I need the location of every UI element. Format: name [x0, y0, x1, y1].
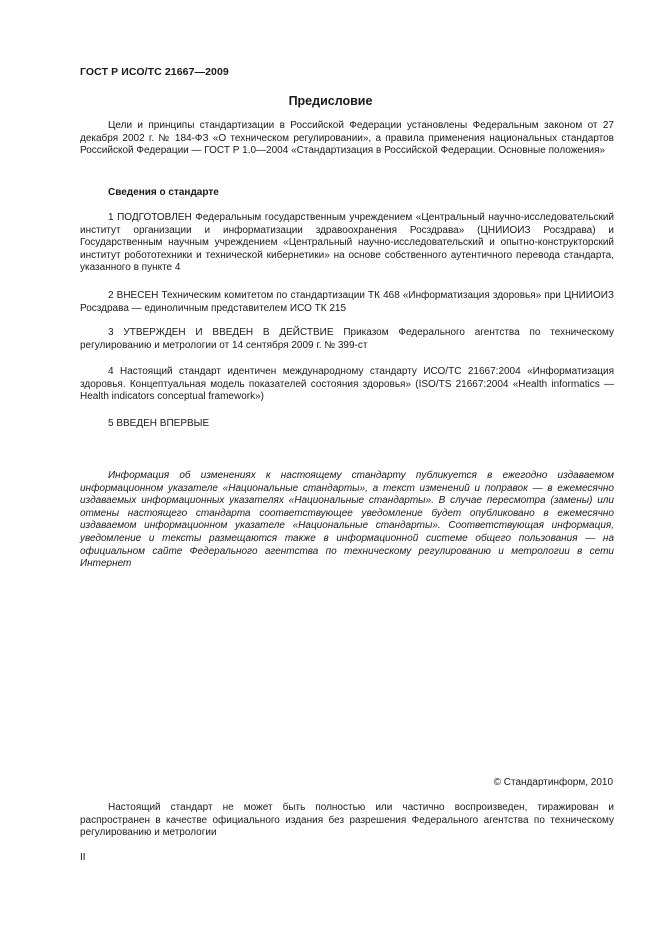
- item-5: 5 ВВЕДЕН ВПЕРВЫЕ: [108, 418, 210, 429]
- page-number: II: [80, 852, 86, 863]
- section-title: Предисловие: [288, 94, 373, 108]
- item-3: 3 УТВЕРЖДЕН И ВВЕДЕН В ДЕЙСТВИЕ Приказом Федерального агентства по техническому регулированию и метрологии от 14 сентября 2009 г. № 399-ст: [80, 327, 614, 351]
- copyright-line: © Стандартинформ, 2010: [493, 777, 613, 788]
- document-header: ГОСТ Р ИСО/ТС 21667—2009: [80, 66, 229, 78]
- item-1: 1 ПОДГОТОВЛЕН Федеральным государственным учреждением «Центральный научно-исследовательский институт организации и информатизации здравоохранения Росздрава» (ЦНИИОИЗ Росздрава) и Государственным научным учреждением «Центральный научно-исследовательский и опытно-конструкторский институт робототехники и технической кибернетики» на основе собственного аутентичного перевода стандарта, указанного в пункте 4: [80, 212, 614, 274]
- rights-paragraph: Настоящий стандарт не может быть полностью или частично воспроизведен, тиражирован и распространен в качестве официального издания без разрешения Федерального агентства по техническому регулированию и метрологии: [80, 802, 614, 839]
- item-2: 2 ВНЕСЕН Техническим комитетом по стандартизации ТК 468 «Информатизация здоровья» при ЦНИИОИЗ Росздрава — единоличным представителем ИСО ТК 215: [80, 290, 614, 314]
- notice-paragraph: Информация об изменениях к настоящему стандарту публикуется в ежегодно издаваемом информационном указателе «Национальные стандарты», а текст изменений и поправок — в ежемесячно издаваемых информационных указателях «Национальные стандарты». В случае пересмотра (замены) или отмены настоящего стандарта соответствующее уведомление будет опубликовано в ежемесячно издаваемом информационном указателе «Национальные стандарты». Соответствующая информация, уведомление и тексты размещаются также в информационной системе общего пользования — на официальном сайте Федерального агентства по техническому регулированию и метрологии в сети Интернет: [80, 470, 614, 570]
- info-heading: Сведения о стандарте: [108, 187, 219, 198]
- item-4: 4 Настоящий стандарт идентичен международному стандарту ИСО/ТС 21667:2004 «Информатизация здоровья. Концептуальная модель показателей состояния здоровья» (ISO/TS 21667:2004 «Health informatics — Health indicators conceptual framework»): [80, 366, 614, 403]
- intro-paragraph: Цели и принципы стандартизации в Российской Федерации установлены Федеральным законом от 27 декабря 2002 г. № 184-ФЗ «О техническом регулировании», а правила применения национальных стандартов Российской Федерации — ГОСТ Р 1.0—2004 «Стандартизация в Российской Федерации. Основные положения»: [80, 120, 614, 157]
